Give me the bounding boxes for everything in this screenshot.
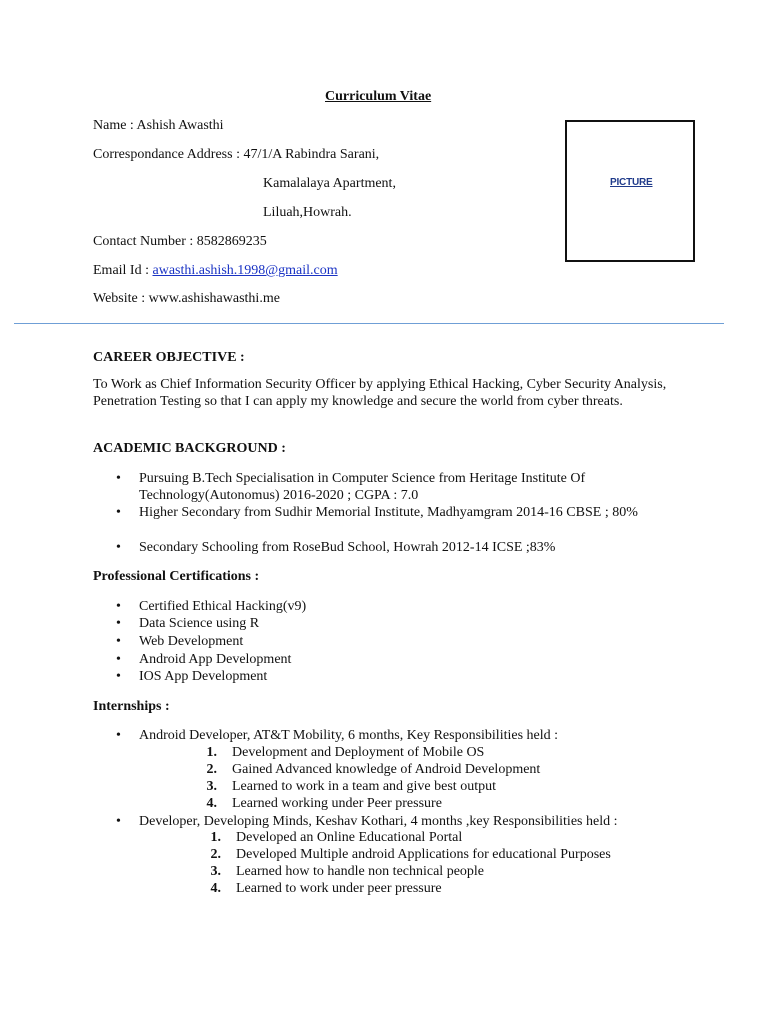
address-line-1: Correspondance Address : 47/1/A Rabindra Sarani, [93,147,380,162]
responsibility-item: Developed an Online Educational Portal [236,830,463,845]
objective-text: To Work as Chief Information Security Officer by applying Ethical Hacking, Cyber Security Analysis, Penetration Testing so that I can apply my knowledge and secure the world from cyber threats. [93,377,667,409]
responsibility-item: Learned to work under peer pressure [236,881,442,896]
internships-heading: Internships : [93,699,170,714]
academic-item: Pursuing B.Tech Specialisation in Computer Science from Heritage Institute Of Technology(Autonomus) 2016-2020 ; CGPA : 7.0 [139,471,586,503]
contact-number-line: Contact Number : 8582869235 [93,234,267,249]
address-line-3: Liluah,Howrah. [263,205,352,220]
address-line-2: Kamalalaya Apartment, [263,176,396,191]
responsibility-item: Gained Advanced knowledge of Android Development [232,762,541,777]
responsibility-item: Learned how to handle non technical people [236,864,485,879]
bullet-icon: • [116,540,121,555]
bullet-icon: • [116,616,121,631]
certification-item: Data Science using R [139,616,260,631]
certifications-heading: Professional Certifications : [93,569,260,584]
website-line: Website : www.ashishawasthi.me [93,291,280,306]
academic-heading: ACADEMIC BACKGROUND : [93,441,286,456]
bullet-icon: • [116,634,121,649]
academic-item: Higher Secondary from Sudhir Memorial Institute, Madhyamgram 2014-16 CBSE ; 80% [139,505,638,520]
email-label: Email Id : [93,263,153,278]
responsibility-item: Learned working under Peer pressure [232,796,442,811]
email-line [93,262,338,279]
responsibility-number: 2. [210,847,221,862]
bullet-icon: • [116,652,121,667]
page-title: Curriculum Vitae [325,89,432,104]
responsibility-number: 4. [210,881,221,896]
bullet-icon: • [116,814,121,829]
name-line: Name : Ashish Awasthi [93,118,224,133]
photo-placeholder [565,120,695,262]
internship-summary: Developer, Developing Minds, Keshav Kothari, 4 months ,key Responsibilities held : [139,814,618,829]
responsibility-number: 1. [210,830,221,845]
responsibility-number: 2. [206,762,217,777]
responsibility-item: Developed Multiple android Applications for educational Purposes [236,847,611,862]
objective-heading: CAREER OBJECTIVE : [93,350,245,365]
responsibility-number: 1. [206,745,217,760]
email-link[interactable]: awasthi.ashish.1998@gmail.com [152,263,338,278]
bullet-icon: • [116,728,121,743]
academic-item: Secondary Schooling from RoseBud School, Howrah 2012-14 ICSE ;83% [139,540,556,555]
bullet-icon: • [116,471,121,486]
responsibility-number: 3. [210,864,221,879]
certification-item: Web Development [139,634,244,649]
section-divider [14,323,724,324]
responsibility-number: 3. [206,779,217,794]
responsibility-item: Learned to work in a team and give best output [232,779,496,794]
certification-item: Android App Development [139,652,292,667]
photo-label: PICTURE [610,177,653,188]
responsibility-number: 4. [206,796,217,811]
bullet-icon: • [116,599,121,614]
internship-summary: Android Developer, AT&T Mobility, 6 months, Key Responsibilities held : [139,728,559,743]
certification-item: Certified Ethical Hacking(v9) [139,599,307,614]
bullet-icon: • [116,669,121,684]
certification-item: IOS App Development [139,669,268,684]
bullet-icon: • [116,505,121,520]
responsibility-item: Development and Deployment of Mobile OS [232,745,485,760]
